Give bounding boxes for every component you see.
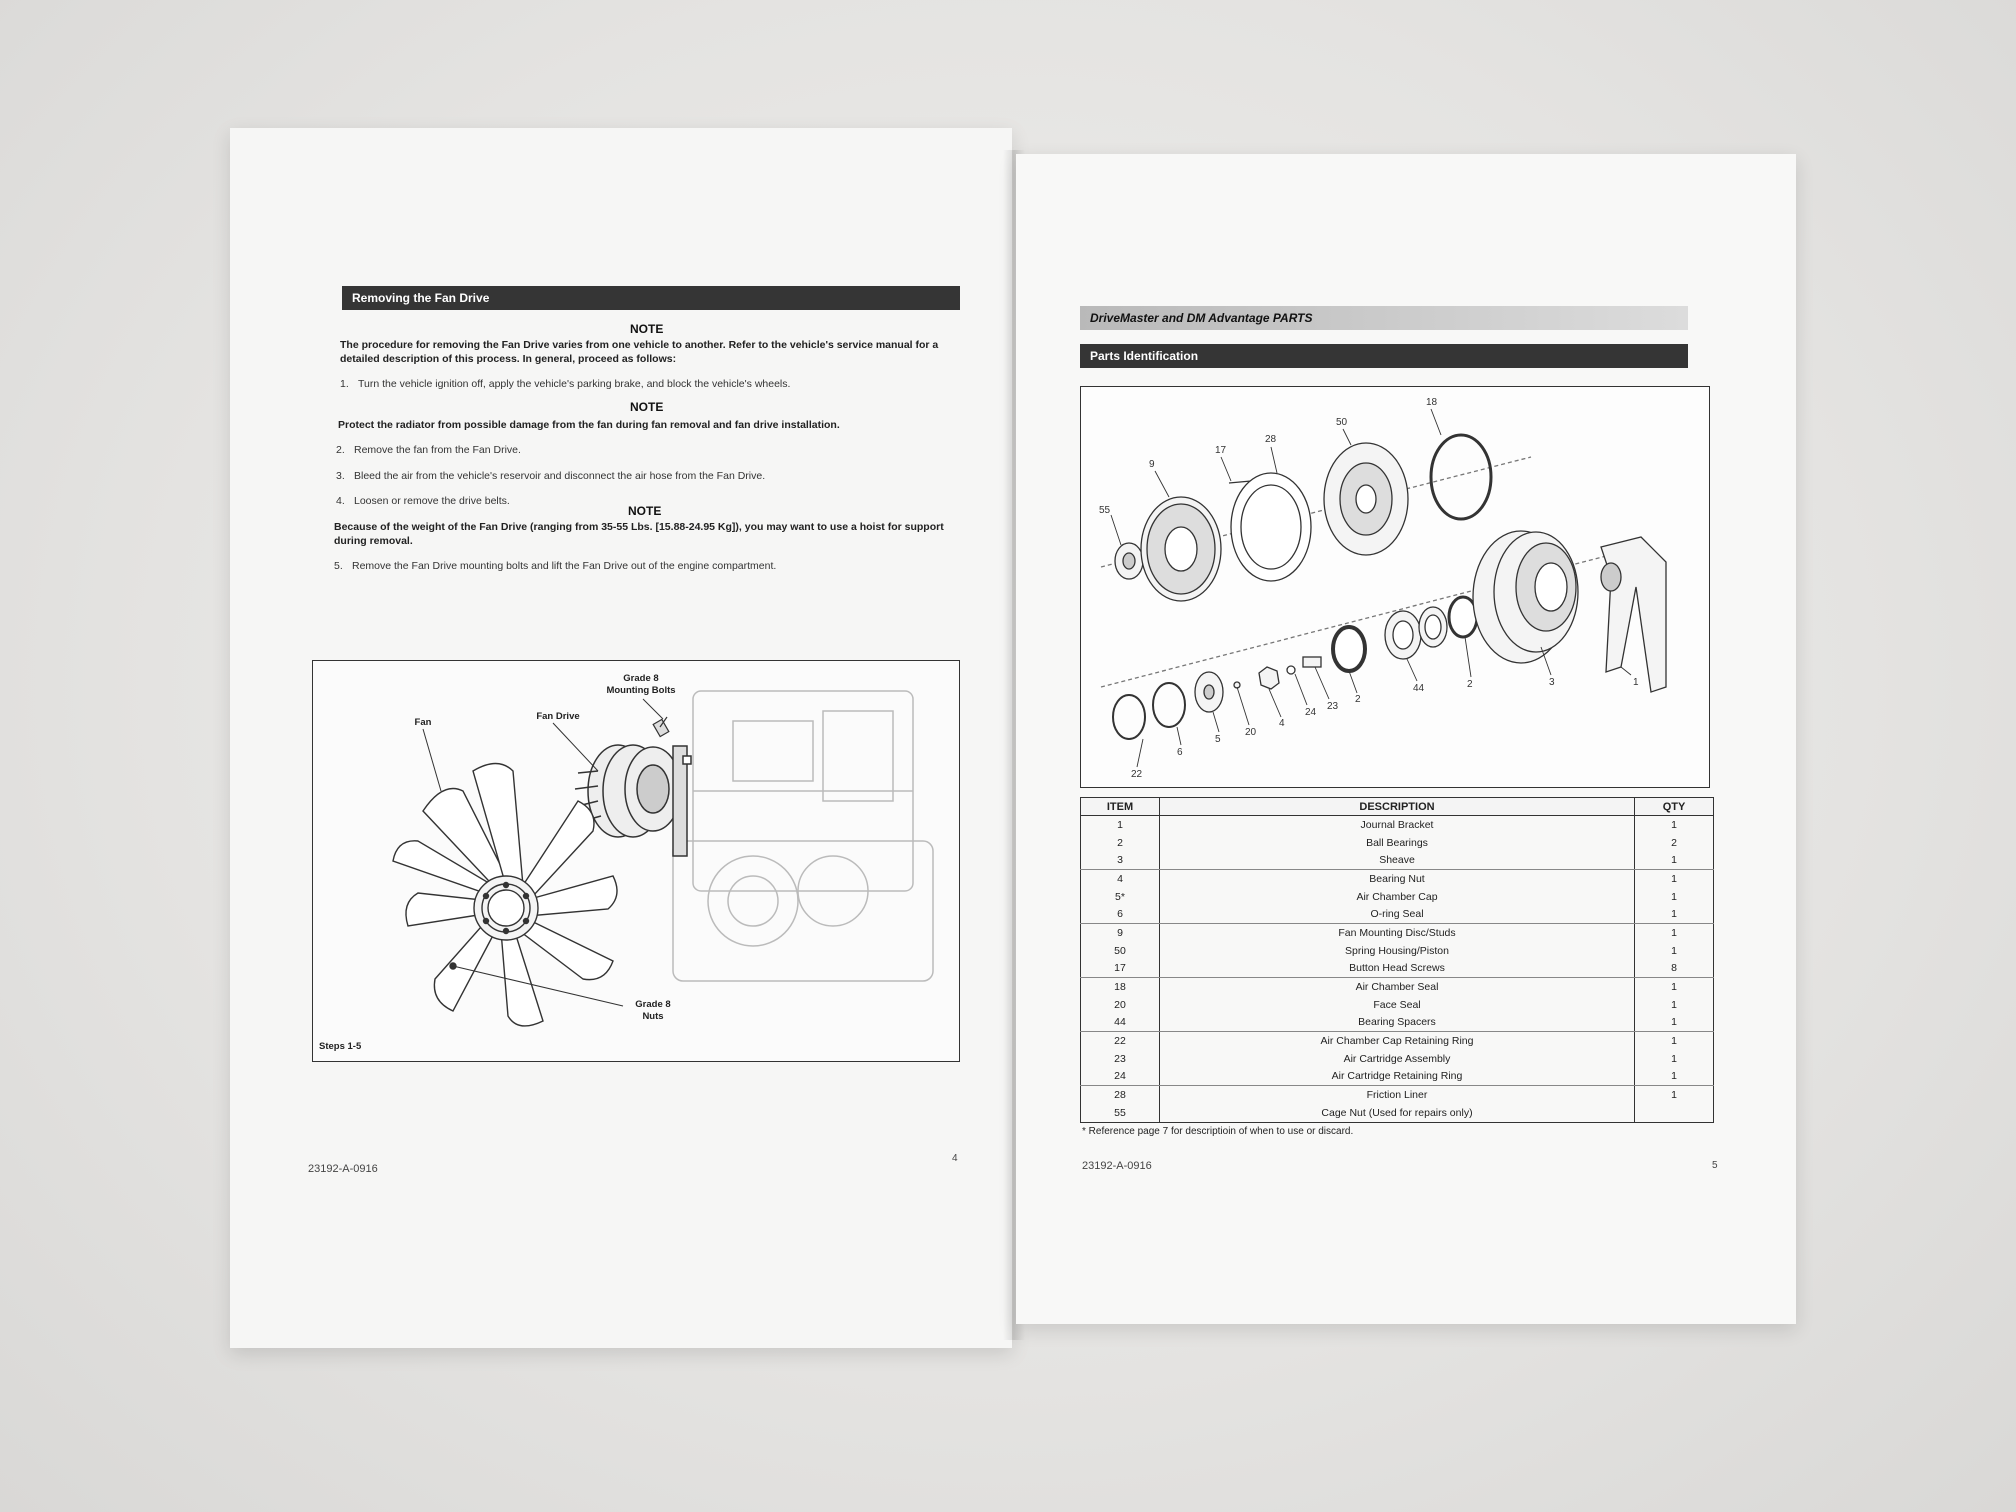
cell-item: 23 — [1081, 1050, 1160, 1068]
cell-qty: 1 — [1635, 888, 1714, 906]
cell-qty: 8 — [1635, 960, 1714, 978]
left-page — [230, 128, 1012, 1348]
engine-block-drawing — [673, 691, 933, 981]
table-row — [1081, 1050, 1714, 1068]
callout-fan: Fan — [414, 717, 432, 728]
fan-drive-figure — [312, 660, 960, 1062]
table-row — [1081, 905, 1714, 923]
parts-table — [1080, 797, 1714, 1123]
cell-item: 9 — [1081, 924, 1160, 942]
right-page — [1016, 154, 1796, 1324]
cell-item: 50 — [1081, 942, 1160, 960]
step-number: 2. — [336, 444, 345, 456]
cell-description: Sheave — [1160, 851, 1635, 869]
fan-drive-drawing — [575, 745, 691, 856]
part-label: 50 — [1336, 417, 1348, 428]
section-title-parts-identification: Parts Identification — [1080, 344, 1688, 368]
cell-item: 20 — [1081, 996, 1160, 1014]
part-label: 1 — [1633, 677, 1639, 688]
cell-item: 28 — [1081, 1086, 1160, 1104]
part-label: 6 — [1177, 747, 1183, 758]
cell-item: 55 — [1081, 1104, 1160, 1122]
document-code: 23192-A-0916 — [1082, 1160, 1152, 1172]
step-number: 3. — [336, 470, 345, 482]
cell-qty: 1 — [1635, 942, 1714, 960]
cell-item: 6 — [1081, 905, 1160, 923]
part-label: 55 — [1099, 505, 1111, 516]
column-header-qty: QTY — [1635, 798, 1714, 816]
callout-line: Nuts — [642, 1011, 664, 1022]
callout-grade-8-nuts — [623, 999, 683, 1023]
cell-description: Air Cartridge Retaining Ring — [1160, 1068, 1635, 1086]
part-label: 23 — [1327, 701, 1339, 712]
cell-description: Air Chamber Cap — [1160, 888, 1635, 906]
exploded-parts-illustration — [1081, 387, 1709, 787]
table-row — [1081, 978, 1714, 996]
callout-mounting-bolts — [591, 673, 691, 697]
callout-line: Grade 8 — [635, 999, 671, 1010]
step-3 — [336, 470, 976, 482]
cell-qty: 1 — [1635, 816, 1714, 834]
table-row — [1081, 942, 1714, 960]
figure-caption: Steps 1-5 — [319, 1041, 362, 1052]
cell-description: Journal Bracket — [1160, 816, 1635, 834]
table-row — [1081, 960, 1714, 978]
part-label: 2 — [1467, 679, 1473, 690]
step-1 — [340, 378, 980, 390]
table-row — [1081, 1068, 1714, 1086]
table-row — [1081, 1086, 1714, 1104]
step-5 — [334, 560, 974, 572]
table-row — [1081, 1104, 1714, 1122]
note-text: Because of the weight of the Fan Drive (ranging from 35-55 Lbs. [15.88-24.95 Kg]), you may want to use a hoist for support during removal. — [334, 521, 944, 547]
table-row — [1081, 816, 1714, 834]
callout-line: Grade 8 — [623, 673, 659, 684]
step-2 — [336, 444, 976, 456]
cell-description: Air Chamber Cap Retaining Ring — [1160, 1032, 1635, 1050]
cell-description: Face Seal — [1160, 996, 1635, 1014]
cell-item: 18 — [1081, 978, 1160, 996]
parts-diagram — [1080, 386, 1710, 788]
cell-description: Button Head Screws — [1160, 960, 1635, 978]
cell-description: Bearing Spacers — [1160, 1014, 1635, 1032]
table-row — [1081, 888, 1714, 906]
cell-qty: 1 — [1635, 1068, 1714, 1086]
cell-qty: 1 — [1635, 1032, 1714, 1050]
step-number: 5. — [334, 560, 343, 572]
step-text: Turn the vehicle ignition off, apply the vehicle's parking brake, and block the vehicle's wheels. — [358, 378, 791, 390]
step-text: Remove the Fan Drive mounting bolts and lift the Fan Drive out of the engine compartment. — [352, 560, 777, 572]
cell-item: 24 — [1081, 1068, 1160, 1086]
cell-item: 4 — [1081, 870, 1160, 888]
cell-qty: 2 — [1635, 834, 1714, 852]
part-label: 18 — [1426, 397, 1438, 408]
part-label: 2 — [1355, 694, 1361, 705]
cell-qty — [1635, 1104, 1714, 1122]
header-brand-bar: DriveMaster and DM Advantage PARTS — [1080, 306, 1688, 330]
step-text: Loosen or remove the drive belts. — [354, 495, 510, 507]
step-text: Remove the fan from the Fan Drive. — [354, 444, 521, 456]
table-row — [1081, 924, 1714, 942]
note-text: The procedure for removing the Fan Drive varies from one vehicle to another. Refer to the vehicle's service manual for a detailed description of this process. In general, proceed as follows: — [340, 339, 939, 365]
cell-qty: 1 — [1635, 851, 1714, 869]
fan-blades-drawing — [393, 764, 617, 1026]
part-label: 9 — [1149, 459, 1155, 470]
table-row — [1081, 870, 1714, 888]
table-row — [1081, 1014, 1714, 1032]
cell-item: 22 — [1081, 1032, 1160, 1050]
cell-description: Fan Mounting Disc/Studs — [1160, 924, 1635, 942]
cell-description: Ball Bearings — [1160, 834, 1635, 852]
page-number: 5 — [1712, 1160, 1718, 1171]
part-label: 28 — [1265, 434, 1277, 445]
exploded-parts-drawing — [1101, 435, 1666, 739]
note-text: Protect the radiator from possible damage from the fan during fan removal and fan drive installation. — [338, 419, 840, 431]
table-row — [1081, 834, 1714, 852]
section-title-removing-fan-drive: Removing the Fan Drive — [342, 286, 960, 310]
part-label: 3 — [1549, 677, 1555, 688]
cell-qty: 1 — [1635, 905, 1714, 923]
cell-qty: 1 — [1635, 1014, 1714, 1032]
reference-note: * Reference page 7 for descriptioin of when to use or discard. — [1082, 1126, 1354, 1137]
cell-qty: 1 — [1635, 924, 1714, 942]
note-title: NOTE — [630, 322, 664, 336]
part-label: 22 — [1131, 769, 1143, 780]
cell-qty: 1 — [1635, 1050, 1714, 1068]
cell-description: Spring Housing/Piston — [1160, 942, 1635, 960]
column-header-description: DESCRIPTION — [1160, 798, 1635, 816]
cell-qty: 1 — [1635, 870, 1714, 888]
callout-line: Mounting Bolts — [606, 685, 676, 696]
cell-description: Friction Liner — [1160, 1086, 1635, 1104]
part-label: 17 — [1215, 445, 1227, 456]
cell-item: 44 — [1081, 1014, 1160, 1032]
part-label: 24 — [1305, 707, 1317, 718]
cell-item: 3 — [1081, 851, 1160, 869]
part-label: 44 — [1413, 683, 1425, 694]
step-number: 4. — [336, 495, 345, 507]
cell-item: 17 — [1081, 960, 1160, 978]
cell-description: Air Cartridge Assembly — [1160, 1050, 1635, 1068]
part-label: 20 — [1245, 727, 1257, 738]
document-code: 23192-A-0916 — [308, 1163, 378, 1175]
cell-description: Bearing Nut — [1160, 870, 1635, 888]
part-label: 4 — [1279, 718, 1285, 729]
step-number: 1. — [340, 378, 349, 390]
cell-item: 2 — [1081, 834, 1160, 852]
column-header-item: ITEM — [1081, 798, 1160, 816]
step-text: Bleed the air from the vehicle's reservoir and disconnect the air hose from the Fan Drive. — [354, 470, 766, 482]
cell-qty: 1 — [1635, 978, 1714, 996]
cell-item: 1 — [1081, 816, 1160, 834]
table-row — [1081, 1032, 1714, 1050]
cell-description: O-ring Seal — [1160, 905, 1635, 923]
table-row — [1081, 996, 1714, 1014]
note-title: NOTE — [630, 400, 664, 414]
cell-description: Cage Nut (Used for repairs only) — [1160, 1104, 1635, 1122]
part-label: 5 — [1215, 734, 1221, 745]
cell-description: Air Chamber Seal — [1160, 978, 1635, 996]
note-title: NOTE — [628, 504, 662, 518]
table-row — [1081, 851, 1714, 869]
table-header-row — [1081, 798, 1714, 816]
cell-qty: 1 — [1635, 1086, 1714, 1104]
parts-table-body — [1081, 816, 1714, 1123]
cell-item: 5* — [1081, 888, 1160, 906]
callout-fan-drive: Fan Drive — [536, 711, 580, 722]
page-number: 4 — [952, 1153, 958, 1164]
mounting-bolt-drawing — [653, 717, 669, 737]
cell-qty: 1 — [1635, 996, 1714, 1014]
